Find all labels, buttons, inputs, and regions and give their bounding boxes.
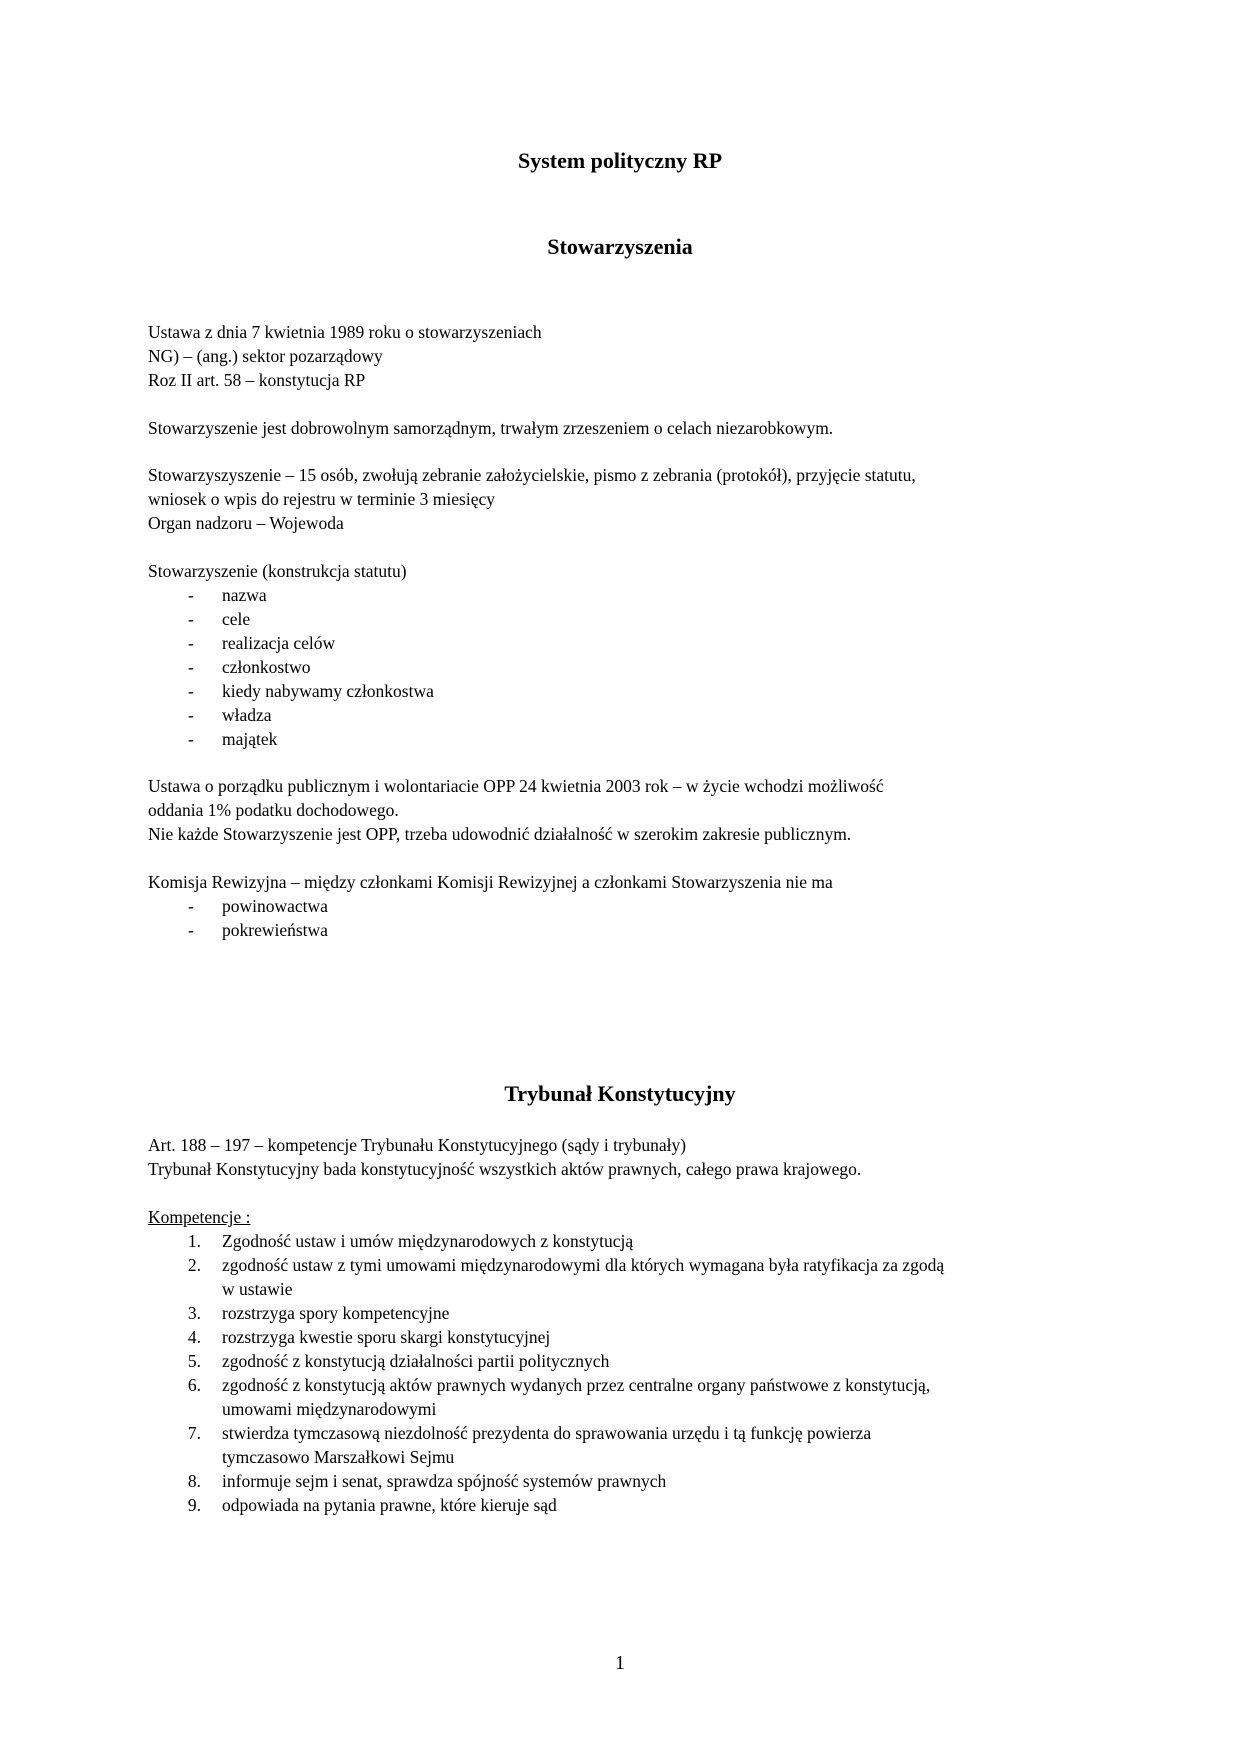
competence-item (148, 1301, 1098, 1325)
list-item (148, 607, 1098, 631)
item-number: 5. (187, 1351, 201, 1371)
trybunal-intro (148, 1133, 1098, 1181)
paragraph-line: Trybunał Konstytucyjny bada konstytucyjność wszystkich aktów prawnych, całego prawa krajowego. (148, 1159, 862, 1179)
paragraph-line: Stowarzyszyszenie – 15 osób, zwołują zebranie założycielskie, pismo z zebrania (protokół), przyjęcie statutu, (148, 465, 916, 485)
paragraph-line: oddania 1% podatku dochodowego. (148, 800, 399, 820)
list-item-text: cele (222, 609, 251, 629)
item-text: zgodność ustaw z tymi umowami międzynarodowymi dla których wymagana była ratyfikacja za zgodą (222, 1255, 945, 1275)
founding-block (148, 463, 1098, 535)
list-item (148, 655, 1098, 679)
commission-text: Komisja Rewizyjna – między członkami Komisji Rewizyjnej a członkami Stowarzyszenia nie ma (148, 872, 833, 892)
list-item-text: członkostwo (222, 657, 311, 677)
item-text: w ustawie (222, 1279, 293, 1299)
item-text: informuje sejm i senat, sprawdza spójność systemów prawnych (222, 1471, 667, 1491)
item-text: tymczasowo Marszałkowi Sejmu (222, 1447, 455, 1467)
list-item-text: majątek (222, 729, 278, 749)
dash-bullet: - (188, 729, 194, 749)
item-number: 7. (187, 1423, 201, 1443)
list-item (148, 631, 1098, 655)
competence-item (148, 1229, 1098, 1253)
item-number: 2. (187, 1255, 201, 1275)
paragraph-line: Ustawa z dnia 7 kwietnia 1989 roku o stowarzyszeniach (148, 322, 542, 342)
paragraph-line: wniosek o wpis do rejestru w terminie 3 miesięcy (148, 489, 496, 509)
document-title: System polityczny RP (517, 148, 723, 173)
dash-bullet: - (188, 609, 194, 629)
item-text: umowami międzynarodowymi (222, 1399, 437, 1419)
item-text: rozstrzyga kwestie sporu skargi konstytucyjnej (222, 1327, 551, 1347)
paragraph-line: Stowarzyszenie jest dobrowolnym samorządnym, trwałym zrzeszeniem o celach niezarobkowym. (148, 418, 834, 438)
commission-block (148, 870, 1098, 942)
item-number: 9. (187, 1495, 201, 1515)
item-number: 1. (187, 1231, 201, 1251)
list-item-text: powinowactwa (222, 896, 328, 916)
commission-list (148, 894, 1098, 942)
item-text: rozstrzyga spory kompetencyjne (222, 1303, 450, 1323)
competence-item (148, 1325, 1098, 1349)
list-item-text: pokrewieństwa (222, 920, 328, 940)
competence-item (148, 1373, 1098, 1397)
list-item (148, 918, 1098, 942)
competences-list (148, 1229, 1098, 1517)
list-item-text: nazwa (222, 585, 267, 605)
item-text: odpowiada na pytania prawne, które kieruje sąd (222, 1495, 557, 1515)
definition-paragraph (148, 416, 1098, 440)
item-number: 6. (187, 1375, 201, 1395)
list-item (148, 727, 1098, 751)
competence-item (148, 1469, 1098, 1493)
list-item-text: kiedy nabywamy członkostwa (222, 681, 434, 701)
paragraph-line: Art. 188 – 197 – kompetencje Trybunału Konstytucyjnego (sądy i trybunały) (148, 1135, 687, 1155)
item-text: stwierdza tymczasową niezdolność prezydenta do sprawowania urzędu i tą funkcję powierza (222, 1423, 872, 1443)
dash-bullet: - (188, 705, 194, 725)
paragraph-line: Organ nadzoru – Wojewoda (148, 513, 344, 533)
section-heading-stowarzyszenia: Stowarzyszenia (547, 234, 693, 259)
section-heading-trybunal: Trybunał Konstytucyjny (504, 1081, 736, 1106)
item-text: Zgodność ustaw i umów międzynarodowych z konstytucją (222, 1231, 634, 1251)
dash-bullet: - (188, 681, 194, 701)
item-number: 8. (187, 1471, 201, 1491)
dash-bullet: - (188, 657, 194, 677)
paragraph-line: Ustawa o porządku publicznym i wolontariacie OPP 24 kwietnia 2003 rok – w życie wchodzi możliwość (148, 776, 884, 796)
competence-item (148, 1277, 1098, 1301)
opp-block (148, 774, 1098, 846)
competence-item (148, 1493, 1098, 1517)
list-item (148, 894, 1098, 918)
item-text: zgodność z konstytucją aktów prawnych wydanych przez centralne organy państwowe z konstytucją, (222, 1375, 931, 1395)
page-number: 1 (615, 1652, 625, 1674)
competence-item (148, 1253, 1098, 1277)
statute-block (148, 559, 1098, 751)
competence-item (148, 1397, 1098, 1421)
dash-bullet: - (188, 585, 194, 605)
dash-bullet: - (188, 920, 194, 940)
paragraph-line: Nie każde Stowarzyszenie jest OPP, trzeba udowodnić działalność w szerokim zakresie publicznym. (148, 824, 852, 844)
item-number: 4. (187, 1327, 201, 1347)
competence-item (148, 1421, 1098, 1445)
intro-block (148, 320, 1098, 392)
item-number: 3. (187, 1303, 201, 1323)
list-item (148, 703, 1098, 727)
competences-label: Kompetencje : (148, 1207, 251, 1227)
item-text: zgodność z konstytucją działalności partii politycznych (222, 1351, 610, 1371)
statute-heading: Stowarzyszenie (konstrukcja statutu) (148, 561, 407, 581)
competence-item (148, 1445, 1098, 1469)
paragraph-line: NG) – (ang.) sektor pozarządowy (148, 346, 383, 366)
dash-bullet: - (188, 633, 194, 653)
list-item (148, 583, 1098, 607)
paragraph-line: Roz II art. 58 – konstytucja RP (148, 370, 366, 390)
list-item-text: władza (222, 705, 272, 725)
statute-list (148, 583, 1098, 751)
competence-item (148, 1349, 1098, 1373)
dash-bullet: - (188, 896, 194, 916)
list-item-text: realizacja celów (222, 633, 336, 653)
list-item (148, 679, 1098, 703)
competences-block (148, 1205, 1098, 1517)
